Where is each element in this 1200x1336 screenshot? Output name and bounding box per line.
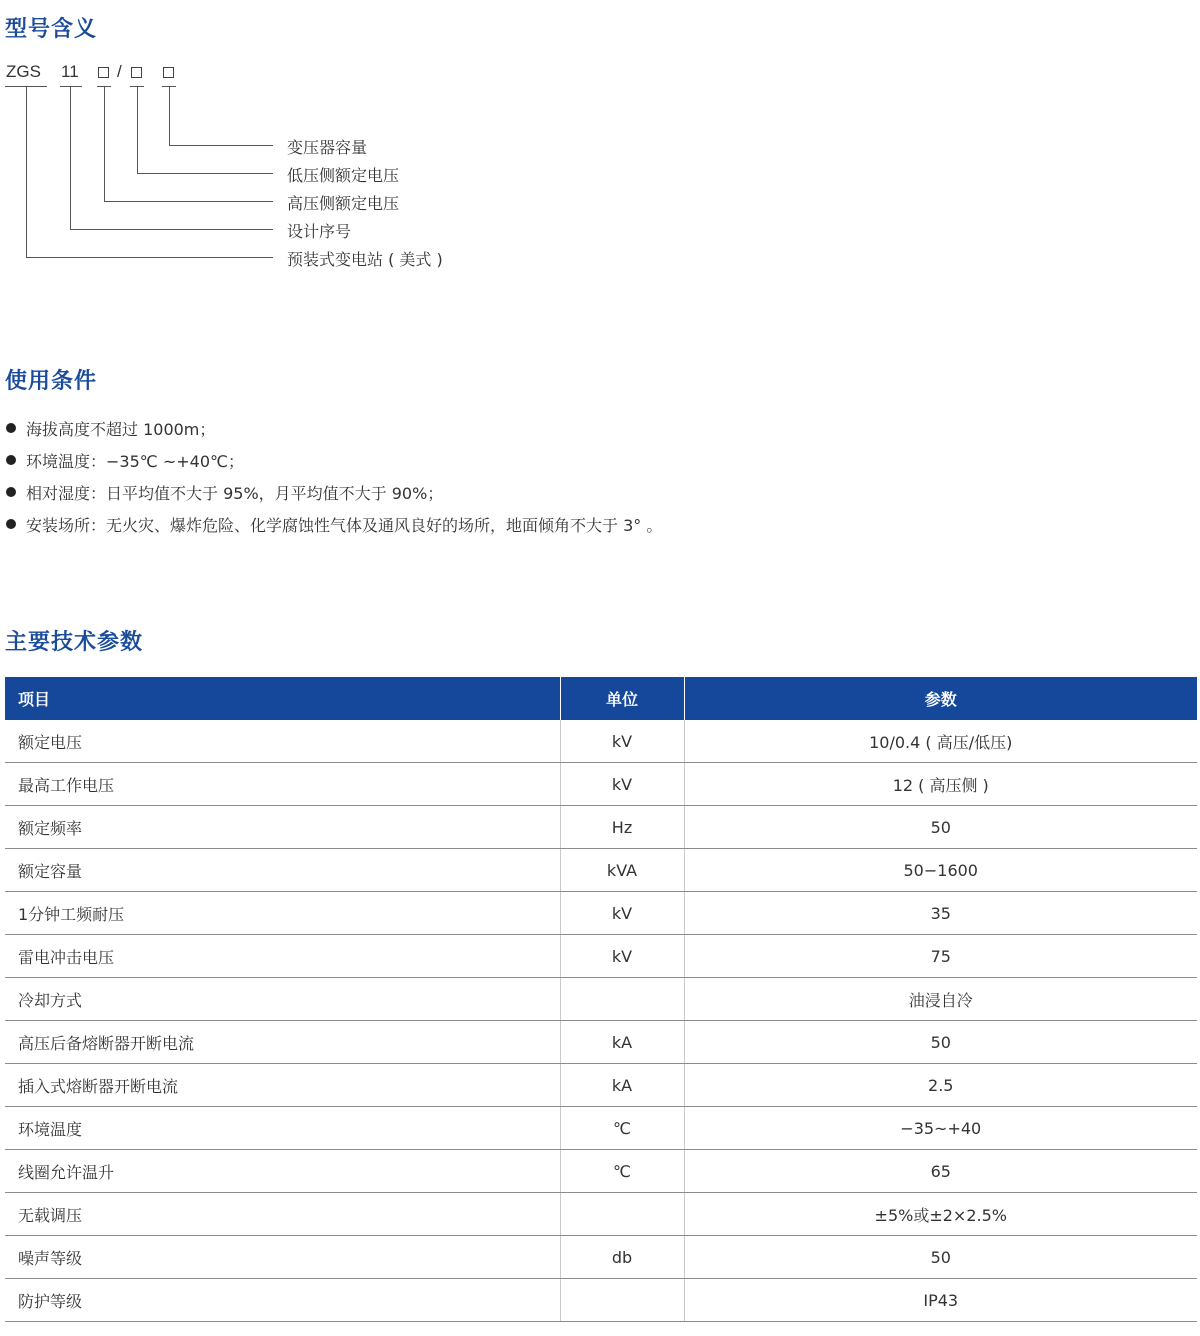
cell-unit: kV bbox=[560, 763, 684, 806]
table-row bbox=[5, 1064, 1197, 1107]
list-item: 安装场所：无火灾、爆炸危险、化学腐蚀性气体及通风良好的场所，地面倾角不大于 3° 。 bbox=[6, 508, 662, 540]
cell-unit: kA bbox=[560, 1064, 684, 1107]
column-header-item: 项目 bbox=[5, 677, 560, 720]
cell-unit: db bbox=[560, 1236, 684, 1279]
cell-item: 冷却方式 bbox=[5, 978, 560, 1021]
legend-lv-voltage: 低压侧额定电压 bbox=[287, 166, 400, 185]
conditions-title: 使用条件 bbox=[5, 369, 98, 394]
legend-capacity: 变压器容量 bbox=[287, 138, 368, 157]
leader-line bbox=[104, 86, 105, 201]
cell-item: 高压后备熔断器开断电流 bbox=[5, 1021, 560, 1064]
cell-item: 插入式熔断器开断电流 bbox=[5, 1064, 560, 1107]
cell-value: ±5%或±2×2.5% bbox=[684, 1193, 1197, 1236]
leader-line bbox=[137, 173, 273, 174]
placeholder-box bbox=[98, 67, 109, 78]
table-row bbox=[5, 763, 1197, 806]
cell-unit bbox=[560, 1193, 684, 1236]
specs-title: 主要技术参数 bbox=[5, 630, 144, 655]
cell-item: 额定电压 bbox=[5, 720, 560, 763]
model-meaning-title: 型号含义 bbox=[5, 17, 98, 42]
list-item: 海拔高度不超过 1000m； bbox=[6, 412, 662, 444]
conditions-list bbox=[6, 412, 662, 540]
table-row bbox=[5, 1193, 1197, 1236]
placeholder-box bbox=[131, 67, 142, 78]
cell-value: 50 bbox=[684, 806, 1197, 849]
cell-value: 50 bbox=[684, 1021, 1197, 1064]
code-part-slash: / bbox=[117, 62, 122, 81]
legend-hv-voltage: 高压侧额定电压 bbox=[287, 194, 400, 213]
bullet-icon bbox=[6, 487, 16, 497]
table-row bbox=[5, 892, 1197, 935]
bullet-icon bbox=[6, 519, 16, 529]
placeholder-box bbox=[163, 67, 174, 78]
bullet-icon bbox=[6, 423, 16, 433]
cell-value: 油浸自冷 bbox=[684, 978, 1197, 1021]
cell-unit: ℃ bbox=[560, 1107, 684, 1150]
model-code-diagram bbox=[0, 0, 520, 290]
cell-unit: kV bbox=[560, 935, 684, 978]
cell-item: 雷电冲击电压 bbox=[5, 935, 560, 978]
cell-value: 50−1600 bbox=[684, 849, 1197, 892]
bullet-icon bbox=[6, 455, 16, 465]
table-row bbox=[5, 978, 1197, 1021]
cell-unit: ℃ bbox=[560, 1150, 684, 1193]
cell-value: 75 bbox=[684, 935, 1197, 978]
cell-value: 2.5 bbox=[684, 1064, 1197, 1107]
table-row bbox=[5, 806, 1197, 849]
cell-item: 环境温度 bbox=[5, 1107, 560, 1150]
cell-unit: kV bbox=[560, 892, 684, 935]
leader-line bbox=[70, 86, 71, 229]
leader-line bbox=[169, 86, 170, 145]
cell-value: 10/0.4 ( 高压/低压) bbox=[684, 720, 1197, 763]
cell-unit bbox=[560, 978, 684, 1021]
cell-item: 无载调压 bbox=[5, 1193, 560, 1236]
cell-item: 噪声等级 bbox=[5, 1236, 560, 1279]
table-row bbox=[5, 1236, 1197, 1279]
cell-unit: kV bbox=[560, 720, 684, 763]
leader-line bbox=[104, 201, 273, 202]
code-part-zgs: ZGS bbox=[6, 62, 41, 81]
cell-item: 额定频率 bbox=[5, 806, 560, 849]
underline bbox=[60, 86, 82, 87]
leader-line bbox=[70, 229, 273, 230]
table-row bbox=[5, 1279, 1197, 1322]
leader-line bbox=[26, 257, 273, 258]
cell-value: −35~+40 bbox=[684, 1107, 1197, 1150]
leader-line bbox=[26, 86, 27, 257]
table-row bbox=[5, 935, 1197, 978]
legend-substation-type: 预装式变电站 ( 美式 ) bbox=[287, 250, 443, 269]
list-item: 环境温度：−35℃ ~+40℃； bbox=[6, 444, 662, 476]
table-row bbox=[5, 849, 1197, 892]
cell-unit: Hz bbox=[560, 806, 684, 849]
cell-value: 50 bbox=[684, 1236, 1197, 1279]
spec-table bbox=[5, 677, 1197, 1322]
cell-value: IP43 bbox=[684, 1279, 1197, 1322]
table-header-row bbox=[5, 677, 1197, 720]
table-row bbox=[5, 1107, 1197, 1150]
leader-line bbox=[137, 86, 138, 173]
cell-unit: kVA bbox=[560, 849, 684, 892]
cell-item: 1分钟工频耐压 bbox=[5, 892, 560, 935]
cell-item: 防护等级 bbox=[5, 1279, 560, 1322]
column-header-unit: 单位 bbox=[560, 677, 684, 720]
column-header-value: 参数 bbox=[684, 677, 1197, 720]
table-row bbox=[5, 720, 1197, 763]
cell-item: 最高工作电压 bbox=[5, 763, 560, 806]
code-part-11: 11 bbox=[61, 62, 79, 81]
table-row bbox=[5, 1021, 1197, 1064]
table-row bbox=[5, 1150, 1197, 1193]
cell-item: 线圈允许温升 bbox=[5, 1150, 560, 1193]
list-item: 相对湿度：日平均值不大于 95%，月平均值不大于 90%； bbox=[6, 476, 662, 508]
cell-unit bbox=[560, 1279, 684, 1322]
cell-unit: kA bbox=[560, 1021, 684, 1064]
legend-design-serial: 设计序号 bbox=[287, 222, 352, 241]
cell-value: 35 bbox=[684, 892, 1197, 935]
leader-line bbox=[169, 145, 273, 146]
cell-item: 额定容量 bbox=[5, 849, 560, 892]
cell-value: 12 ( 高压侧 ) bbox=[684, 763, 1197, 806]
cell-value: 65 bbox=[684, 1150, 1197, 1193]
